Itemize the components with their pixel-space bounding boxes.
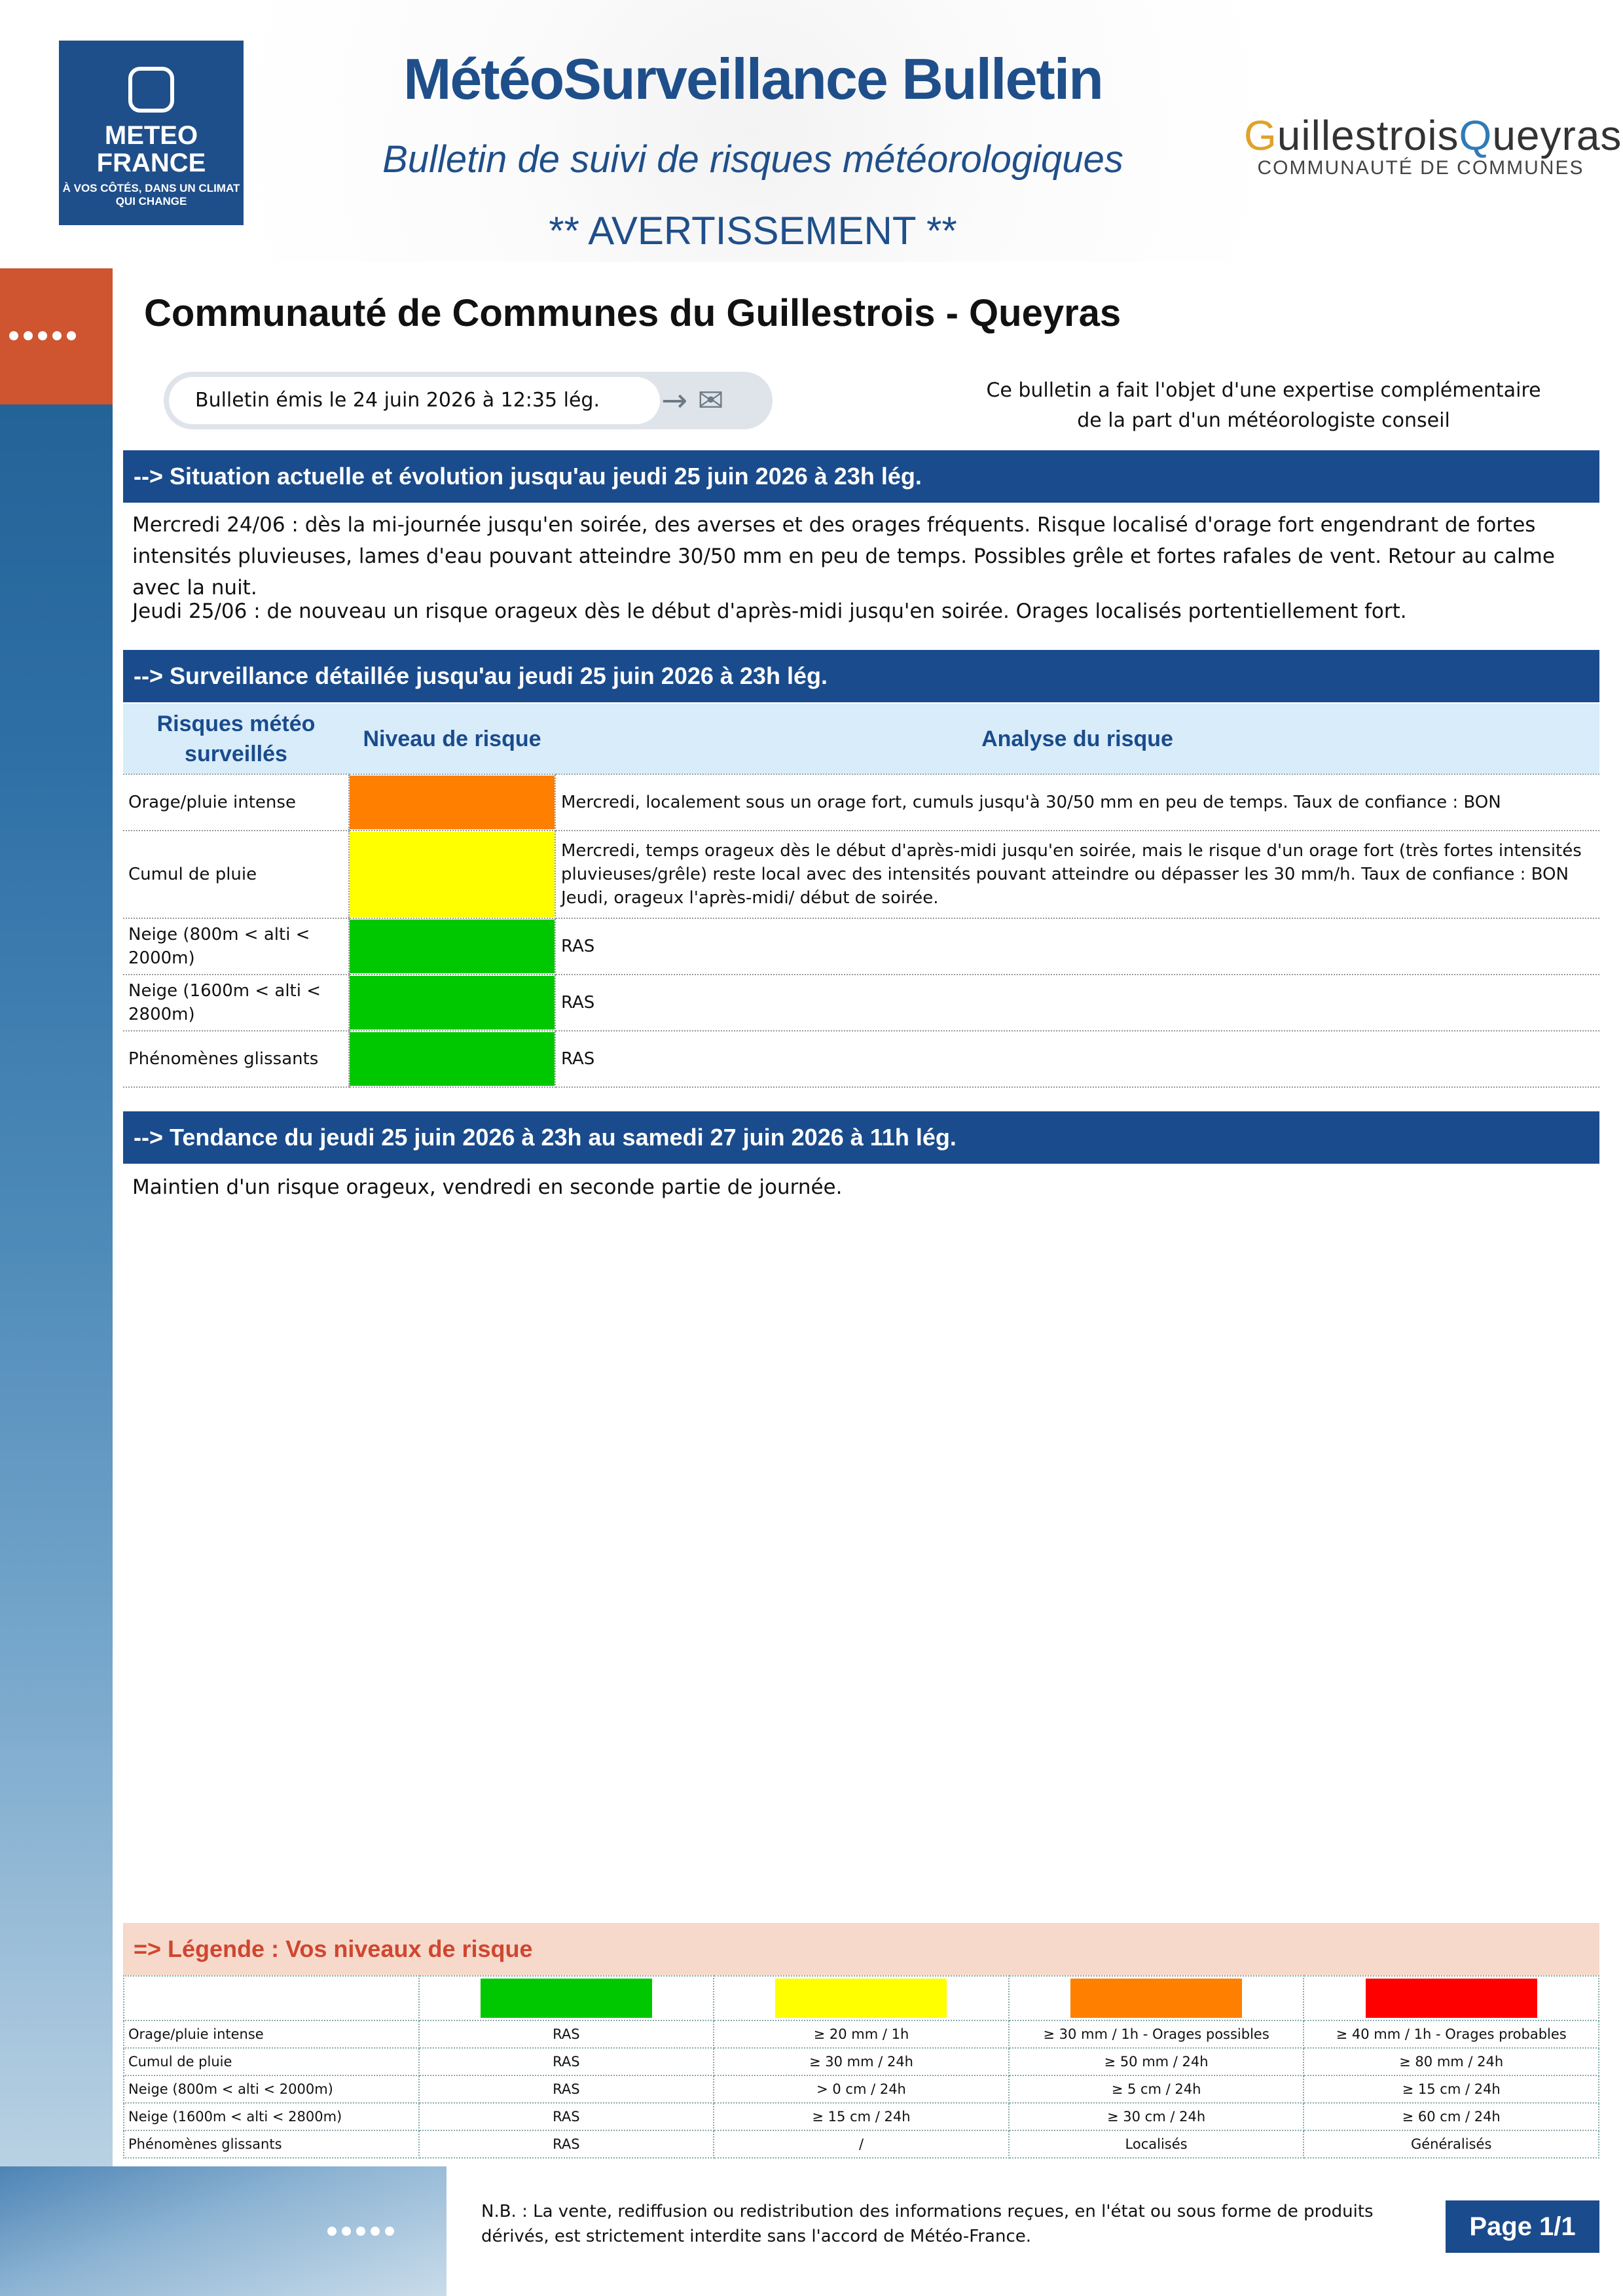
risk-level-cell: [349, 1031, 555, 1087]
risk-table: [123, 704, 1599, 1088]
legend-risk: Neige (1600m < alti < 2800m): [124, 2103, 419, 2130]
legend-swatch-red: [1366, 1979, 1537, 2018]
situation-paragraph-2: Jeudi 25/06 : de nouveau un risque orageux dès le début d'après-midi jusqu'en soirée. Orages localisés portentiellement fort.: [132, 600, 1407, 623]
risk-level-swatch: [350, 832, 555, 917]
situation-header: --> Situation actuelle et évolution jusqu'au jeudi 25 juin 2026 à 23h lég.: [123, 450, 1599, 503]
legend-threshold: ≥ 15 cm / 24h: [1304, 2075, 1599, 2103]
legend-threshold: ≥ 80 mm / 24h: [1304, 2048, 1599, 2075]
footer-cloud-photo: [0, 2166, 447, 2296]
risk-analysis: RAS: [555, 918, 1599, 975]
risk-level-cell: [349, 831, 555, 918]
table-row: [123, 918, 1599, 975]
legend-threshold: ≥ 15 cm / 24h: [714, 2103, 1009, 2130]
expertise-line2: de la part d'un météorologiste conseil: [1077, 409, 1450, 432]
legend-risk: Neige (800m < alti < 2000m): [124, 2075, 419, 2103]
logo-word-2: ueyras: [1492, 112, 1622, 159]
situation-paragraph-1: Mercredi 24/06 : dès la mi-journée jusqu'en soirée, des averses et des orages fréquents. Risque localisé d'orage fort engendrant de fortes intensités pluvieuses, lames d'eau pouvant atteindre 30/50 mm en peu de temps. Possibles grêle et fortes rafales de vent. Retour au calme avec la nuit.: [132, 513, 1555, 600]
issue-date: Bulletin émis le 24 juin 2026 à 12:35 lég.: [169, 377, 660, 424]
legend-table: [123, 1975, 1599, 2159]
legal-notice: N.B. : La vente, rediffusion ou redistribution des informations reçues, en l'état ou sous forme de produits dérivés, est strictement interdite sans l'accord de Météo-France.: [481, 2202, 1374, 2246]
legend-threshold: ≥ 5 cm / 24h: [1009, 2075, 1304, 2103]
col-header-analysis: Analyse du risque: [555, 704, 1599, 774]
tendance-header: --> Tendance du jeudi 25 juin 2026 à 23h au samedi 27 juin 2026 à 11h lég.: [123, 1111, 1599, 1164]
legend-threshold: ≥ 40 mm / 1h - Orages probables: [1304, 2020, 1599, 2048]
meteo-france-logo: [59, 41, 244, 225]
legend-empty-cell: [124, 1976, 419, 2020]
legend-swatch-orange: [1070, 1979, 1242, 2018]
risk-level-cell: [349, 975, 555, 1031]
warning-label: ** AVERTISSEMENT **: [549, 209, 957, 253]
legend-threshold: RAS: [419, 2020, 714, 2048]
meteo-france-emblem-icon: [128, 67, 174, 113]
risk-name: Neige (800m < alti < 2000m): [123, 918, 349, 975]
table-row: [123, 1031, 1599, 1087]
risk-analysis: RAS: [555, 1031, 1599, 1087]
legend-threshold: ≥ 30 cm / 24h: [1009, 2103, 1304, 2130]
issue-date-box: [164, 372, 773, 429]
legend-threshold: ≥ 20 mm / 1h: [714, 2020, 1009, 2048]
risk-analysis: Mercredi, localement sous un orage fort, cumuls jusqu'à 30/50 mm en peu de temps. Taux de confiance : BON: [555, 774, 1599, 831]
table-row: [123, 975, 1599, 1031]
risk-level-cell: [349, 774, 555, 831]
guillestrois-queyras-logo: [1244, 111, 1622, 179]
expertise-line1: Ce bulletin a fait l'objet d'une expertise complémentaire: [986, 379, 1541, 402]
col-header-risks: Risques météo surveillés: [123, 704, 349, 774]
tendance-paragraph: Maintien d'un risque orageux, vendredi en seconde partie de journée.: [132, 1175, 843, 1199]
risk-analysis: Mercredi, temps orageux dès le début d'après-midi jusqu'en soirée, mais le risque d'un orage fort (très fortes intensités pluvieuses/grêle) reste local avec des intensités pouvant atteindre ou dépasser les 30 mm/h. Taux de confiance : BON Jeudi, orageux l'après-midi/ début de soirée.: [555, 831, 1599, 918]
dots-arrow-icon-footer: [327, 2227, 394, 2236]
legend-threshold: /: [714, 2130, 1009, 2158]
risk-name: Neige (1600m < alti < 2800m): [123, 975, 349, 1031]
legend-threshold: Localisés: [1009, 2130, 1304, 2158]
sidebar-orange-block: [0, 268, 113, 404]
legend-row: [124, 2103, 1599, 2130]
table-row: [123, 831, 1599, 918]
risk-name: Cumul de pluie: [123, 831, 349, 918]
risk-level-swatch: [350, 1032, 555, 1086]
legend-threshold: RAS: [419, 2103, 714, 2130]
risk-analysis: RAS: [555, 975, 1599, 1031]
risk-name: Orage/pluie intense: [123, 774, 349, 831]
legend-threshold: RAS: [419, 2048, 714, 2075]
expertise-note: [969, 376, 1558, 436]
legend-swatch-cell: [1009, 1976, 1304, 2020]
legend-threshold: Généralisés: [1304, 2130, 1599, 2158]
logo-line2: FRANCE: [96, 149, 206, 177]
logo-line1: METEO: [104, 121, 198, 150]
logo-tagline: À VOS CÔTÉS, DANS UN CLIMAT QUI CHANGE: [62, 182, 240, 207]
surveillance-header: --> Surveillance détaillée jusqu'au jeudi 25 juin 2026 à 23h lég.: [123, 650, 1599, 702]
legend-risk: Orage/pluie intense: [124, 2020, 419, 2048]
dots-arrow-icon: [9, 331, 76, 340]
legend-row: [124, 2020, 1599, 2048]
community-name: Communauté de Communes du Guillestrois - Queyras: [144, 292, 1122, 334]
sidebar-sky-band: [0, 268, 113, 2166]
risk-level-swatch: [350, 920, 555, 973]
legend-row: [124, 2075, 1599, 2103]
legend-swatch-row: [124, 1976, 1599, 2020]
legend-threshold: ≥ 50 mm / 24h: [1009, 2048, 1304, 2075]
legend-row: [124, 2130, 1599, 2158]
legend-swatch-cell: [1304, 1976, 1599, 2020]
legend-risk: Phénomènes glissants: [124, 2130, 419, 2158]
legend-swatch-cell: [419, 1976, 714, 2020]
page-number: Page 1/1: [1446, 2200, 1599, 2253]
risk-name: Phénomènes glissants: [123, 1031, 349, 1087]
legend-swatch-cell: [714, 1976, 1009, 2020]
logo-letter-q: Q: [1459, 112, 1493, 159]
legend-threshold: RAS: [419, 2075, 714, 2103]
col-header-level: Niveau de risque: [349, 704, 555, 774]
risk-level-swatch: [350, 776, 555, 829]
legend-risk: Cumul de pluie: [124, 2048, 419, 2075]
send-mail-icon[interactable]: → ✉: [661, 382, 724, 419]
risk-level-swatch: [350, 976, 555, 1030]
legend-swatch-yellow: [775, 1979, 947, 2018]
legend-swatch-green: [481, 1979, 652, 2018]
legend-header: => Légende : Vos niveaux de risque: [123, 1923, 1599, 1975]
risk-level-cell: [349, 918, 555, 975]
table-row: [123, 774, 1599, 831]
legend-threshold: > 0 cm / 24h: [714, 2075, 1009, 2103]
partner-tagline: COMMUNAUTÉ DE COMMUNES: [1257, 157, 1584, 179]
page-subtitle: Bulletin de suivi de risques météorologiques: [382, 138, 1123, 181]
legend-threshold: ≥ 60 cm / 24h: [1304, 2103, 1599, 2130]
legend-threshold: ≥ 30 mm / 24h: [714, 2048, 1009, 2075]
legend-threshold: RAS: [419, 2130, 714, 2158]
logo-word-1: uillestrois: [1277, 112, 1459, 159]
legend-threshold: ≥ 30 mm / 1h - Orages possibles: [1009, 2020, 1304, 2048]
legend-row: [124, 2048, 1599, 2075]
page-title: MétéoSurveillance Bulletin: [403, 46, 1103, 111]
logo-letter-g: G: [1244, 112, 1277, 159]
